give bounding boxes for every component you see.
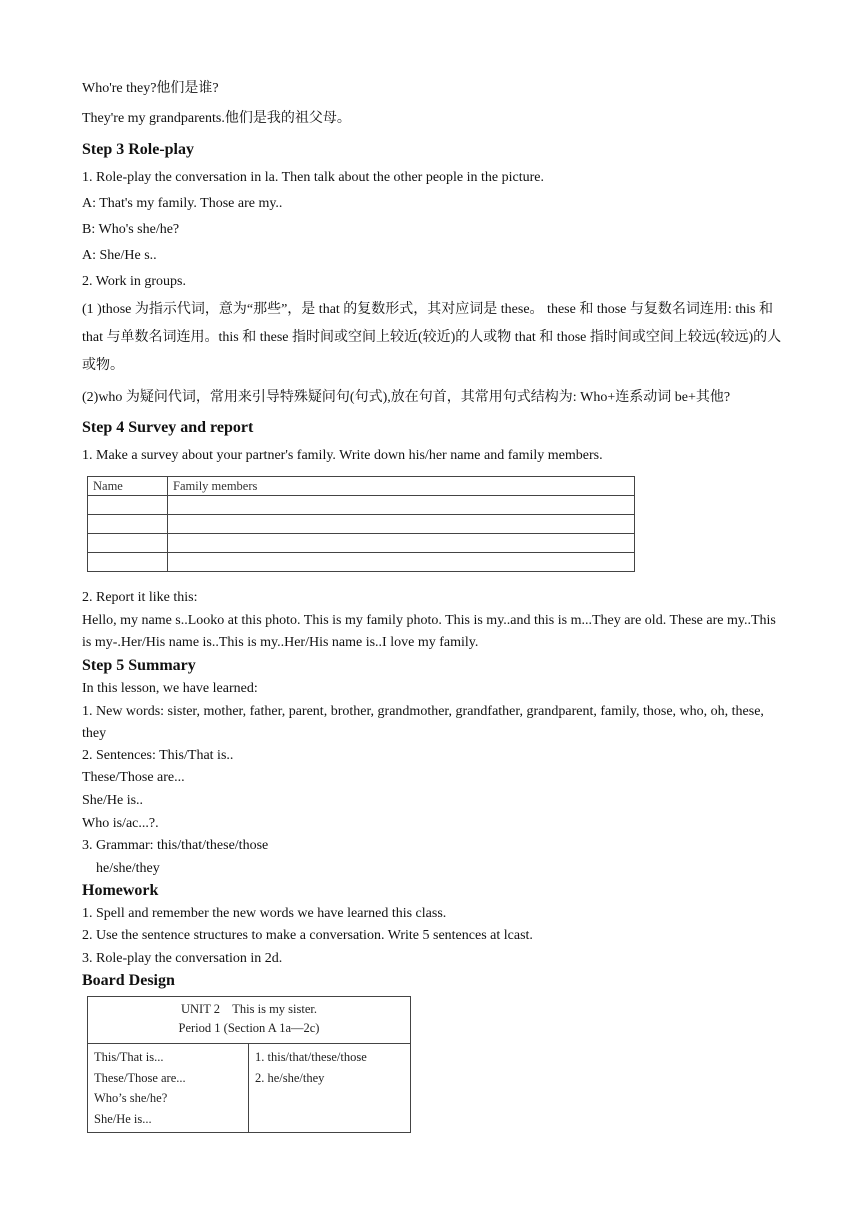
board-header-row: [88, 997, 411, 1044]
board-header-cell: [88, 997, 411, 1044]
table-cell: [88, 534, 168, 553]
text-line: They're my grandparents.他们是我的祖父母。: [82, 111, 351, 126]
board-sentence: Who’s she/he?: [94, 1091, 168, 1105]
grammar-note-1: (1 )those 为指示代词，意为“那些”，是 that 的复数形式，其对应词是 these。 these 和 those 与复数名词连用: this 和 that 与单数名词连用。this 和 these 指时间或空间上较近(较近)的人或物 that 和 those 指时间或空间上较远(较远)的人或物。: [82, 302, 782, 373]
table-cell: [168, 515, 635, 534]
table-header-name: Name: [88, 477, 168, 496]
board-right-cell: [249, 1044, 411, 1133]
section-heading-board: Board Design: [82, 972, 175, 989]
section-heading-step3: Step 3 Role-play: [82, 141, 194, 158]
table-header-members: Family members: [168, 477, 635, 496]
table-row: [88, 534, 635, 553]
board-left-cell: [88, 1044, 249, 1133]
text-line: 1. Spell and remember the new words we have learned this class.: [82, 906, 447, 921]
text-line: Who is/ac...?.: [82, 816, 159, 831]
section-heading-homework: Homework: [82, 882, 159, 899]
board-sentence: This/That is...: [94, 1050, 164, 1064]
survey-table: [87, 476, 635, 572]
text-line: These/Those are...: [82, 770, 185, 785]
text-line: In this lesson, we have learned:: [82, 681, 258, 696]
text-line: 1. Make a survey about your partner's family. Write down his/her name and family members.: [82, 448, 603, 463]
text-line: 2. Work in groups.: [82, 274, 187, 289]
table-cell: [88, 496, 168, 515]
section-heading-step5: Step 5 Summary: [82, 657, 196, 674]
text-line: he/she/they: [96, 861, 160, 876]
text-line: 2. Report it like this:: [82, 590, 198, 605]
board-unit-title: UNIT 2 This is my sister.: [180, 1002, 317, 1016]
text-line: 2. Sentences: This/That is..: [82, 748, 234, 763]
table-row: [88, 515, 635, 534]
board-body-row: [88, 1044, 411, 1133]
table-cell: [168, 496, 635, 515]
text-line: A: That's my family. Those are my..: [82, 196, 283, 211]
board-sentence: She/He is...: [94, 1111, 152, 1126]
section-heading-step4: Step 4 Survey and report: [82, 419, 254, 436]
text-line: She/He is..: [82, 793, 144, 808]
text-line: B: Who's she/he?: [82, 222, 180, 237]
board-grammar: 2. he/she/they: [255, 1070, 325, 1085]
table-cell: [88, 515, 168, 534]
table-cell: [88, 553, 168, 572]
report-paragraph: Hello, my name s..Looko at this photo. This is my family photo. This is my..and this is m...They are old. These are my..This is my-.Her/His name is..This is my..Her/His name is..I love my family.: [82, 613, 776, 650]
board-period: Period 1 (Section A 1a—2c): [178, 1021, 320, 1035]
board-design-table: [87, 996, 411, 1133]
text-line: Who're they?他们是谁?: [82, 81, 219, 96]
text-line: 1. Role-play the conversation in la. Then talk about the other people in the picture.: [82, 170, 544, 185]
text-line: 2. Use the sentence structures to make a conversation. Write 5 sentences at lcast.: [82, 928, 533, 943]
table-row: [88, 496, 635, 515]
text-line: 3. Grammar: this/that/these/those: [82, 838, 269, 853]
board-grammar: 1. this/that/these/those: [255, 1050, 367, 1064]
grammar-note-2: (2)who 为疑问代词，常用来引导特殊疑问句(句式),放在句首，其常用句式结构为: Who+连系动词 be+其他?: [82, 390, 731, 405]
table-row: [88, 553, 635, 572]
table-cell: [168, 534, 635, 553]
board-sentence: These/Those are...: [94, 1070, 186, 1085]
table-cell: [168, 553, 635, 572]
new-words-line: 1. New words: sister, mother, father, parent, brother, grandmother, grandfather, grandparent, family, those, who, oh, these, they: [82, 704, 764, 741]
text-line: A: She/He s..: [82, 248, 157, 263]
text-line: 3. Role-play the conversation in 2d.: [82, 951, 283, 966]
table-header-row: [88, 477, 635, 496]
